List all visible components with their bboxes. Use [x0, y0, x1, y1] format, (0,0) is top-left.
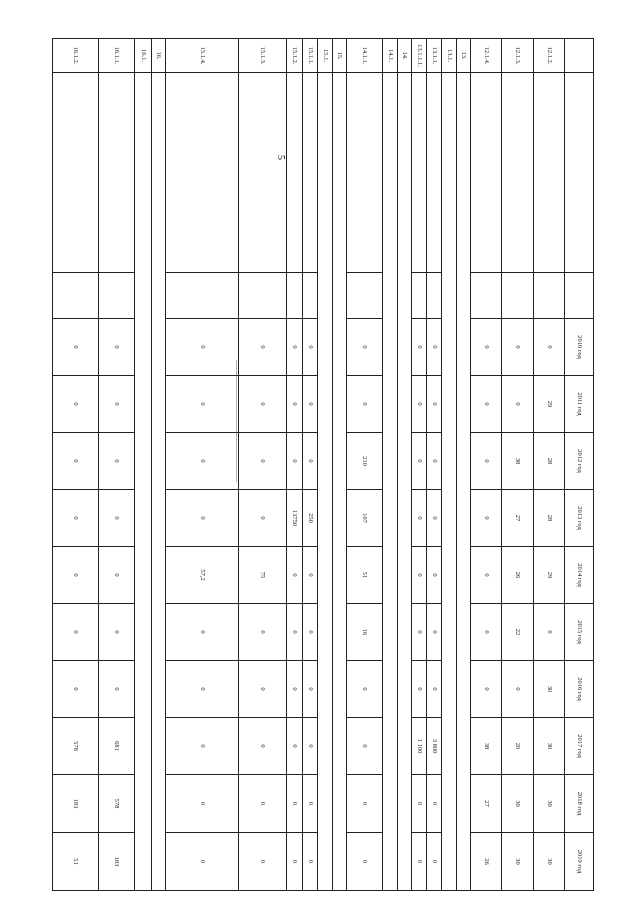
cell-value: 0 — [166, 718, 238, 775]
cell-value: 29 — [533, 547, 564, 604]
cell-value: 0 — [426, 775, 442, 833]
row-name — [98, 73, 134, 273]
cell-value: 0 — [302, 833, 318, 891]
row-name — [533, 73, 564, 273]
cell-value: 0 — [238, 661, 286, 718]
table-row — [383, 39, 397, 891]
cell-value: 0 — [471, 604, 502, 661]
cell-value: 0 — [53, 319, 99, 376]
cell-value: 30 — [502, 833, 533, 891]
year-2014-header: 2014 год — [565, 547, 594, 604]
table-row — [286, 39, 302, 891]
cell-value: 28 — [533, 433, 564, 490]
cell-value: 0 — [166, 376, 238, 433]
row-name — [471, 73, 502, 273]
header-unit — [565, 273, 594, 319]
table-row — [533, 39, 564, 891]
row-number: 13.1.1. — [426, 39, 442, 73]
row-unit — [347, 273, 383, 319]
row-number: 12.1.3. — [502, 39, 533, 73]
row-unit — [426, 273, 442, 319]
cell-value: 0 — [302, 376, 318, 433]
row-name — [238, 73, 286, 273]
header-name — [565, 73, 594, 273]
indicator-table — [52, 38, 594, 891]
cell-value: 0 — [426, 490, 442, 547]
row-number: 12.1.4. — [471, 39, 502, 73]
section-title — [442, 73, 456, 891]
cell-value: 0 — [166, 661, 238, 718]
cell-value: 0 — [238, 775, 286, 833]
cell-value: 27 — [502, 490, 533, 547]
section-title — [332, 73, 346, 891]
header-no — [565, 39, 594, 73]
row-number: 14.1. — [383, 39, 397, 73]
year-2011-header: 2011 год — [565, 376, 594, 433]
cell-value: 0 — [286, 604, 302, 661]
cell-value: 0 — [238, 490, 286, 547]
table-row — [397, 39, 411, 891]
year-2018-header: 2018 год — [565, 775, 594, 833]
year-2017-header: 2017 год — [565, 718, 594, 775]
cell-value: 210 — [347, 433, 383, 490]
row-unit — [533, 273, 564, 319]
cell-value: 0 — [238, 376, 286, 433]
row-name — [412, 73, 426, 273]
section-title — [318, 73, 332, 891]
table-row — [302, 39, 318, 891]
cell-value: 0 — [426, 547, 442, 604]
year-2013-header: 2013 год — [565, 490, 594, 547]
cell-value: 0 — [53, 547, 99, 604]
cell-value: 0 — [347, 718, 383, 775]
cell-value: 57,2 — [166, 547, 238, 604]
cell-value: 0 — [426, 319, 442, 376]
cell-value: 16 — [347, 604, 383, 661]
cell-value: 51 — [347, 547, 383, 604]
cell-value: 0 — [98, 376, 134, 433]
cell-value: 0 — [53, 433, 99, 490]
row-number: 15.1. — [318, 39, 332, 73]
cell-value: 75 — [238, 547, 286, 604]
row-number: 15. — [332, 39, 346, 73]
cell-value: 0 — [286, 376, 302, 433]
cell-value: 26 — [502, 547, 533, 604]
cell-value: 0 — [98, 490, 134, 547]
cell-value: 0 — [302, 661, 318, 718]
cell-value: 681 — [98, 718, 134, 775]
cell-value: 0 — [166, 833, 238, 891]
sheet — [52, 38, 594, 890]
cell-value: 0 — [98, 661, 134, 718]
table-row — [332, 39, 346, 891]
cell-value: 0 — [238, 718, 286, 775]
cell-value: 0 — [471, 661, 502, 718]
cell-value: 0 — [412, 376, 426, 433]
row-name — [286, 73, 302, 273]
cell-value: 0 — [98, 547, 134, 604]
cell-value: 0 — [286, 433, 302, 490]
cell-value: 0 — [502, 319, 533, 376]
page-number: 5 — [275, 155, 286, 160]
cell-value: 0 — [426, 433, 442, 490]
cell-value: 0 — [166, 433, 238, 490]
header-row-years — [565, 39, 594, 891]
cell-value: 0 — [533, 604, 564, 661]
row-number: 12.1.2. — [533, 39, 564, 73]
cell-value: 0 — [286, 718, 302, 775]
table-row — [53, 39, 99, 891]
row-number: 13.1.1.1. — [412, 39, 426, 73]
cell-value: 0 — [426, 833, 442, 891]
cell-value: 0 — [286, 775, 302, 833]
cell-value: 0 — [286, 833, 302, 891]
cell-value: 0 — [98, 433, 134, 490]
cell-value: 0 — [412, 775, 426, 833]
cell-value: 107 — [347, 490, 383, 547]
row-name — [426, 73, 442, 273]
cell-value: 0 — [53, 604, 99, 661]
cell-value: 0 — [347, 661, 383, 718]
row-unit — [502, 273, 533, 319]
cell-value: 0 — [286, 661, 302, 718]
cell-value: 0 — [286, 547, 302, 604]
cell-value: 38 — [502, 433, 533, 490]
table-row — [347, 39, 383, 891]
cell-value: 0 — [347, 319, 383, 376]
table-row — [426, 39, 442, 891]
row-unit — [471, 273, 502, 319]
section-title — [456, 73, 470, 891]
year-2016-header: 2016 год — [565, 661, 594, 718]
cell-value: 0 — [471, 319, 502, 376]
row-name — [347, 73, 383, 273]
cell-value: 0 — [302, 718, 318, 775]
cell-value: 0 — [502, 376, 533, 433]
row-unit — [412, 273, 426, 319]
table-row — [151, 39, 165, 891]
table-row — [456, 39, 470, 891]
section-title — [383, 73, 397, 891]
row-name — [53, 73, 99, 273]
cell-value: 29 — [533, 376, 564, 433]
cell-value: 0 — [238, 833, 286, 891]
cell-value: 0 — [238, 433, 286, 490]
cell-value: 0 — [98, 319, 134, 376]
cell-value: 30 — [502, 775, 533, 833]
row-number: 14. — [397, 39, 411, 73]
year-2012-header: 2012 год — [565, 433, 594, 490]
cell-value: 0 — [166, 775, 238, 833]
cell-value: 0 — [426, 376, 442, 433]
row-number: 16.1. — [135, 39, 152, 73]
cell-value: 0 — [471, 547, 502, 604]
cell-value: 0 — [53, 490, 99, 547]
cell-value: 0 — [98, 604, 134, 661]
cell-value: 0 — [412, 604, 426, 661]
table-row — [98, 39, 134, 891]
cell-value: 0 — [302, 547, 318, 604]
cell-value: 0 — [238, 319, 286, 376]
cell-value: 0 — [53, 376, 99, 433]
row-unit — [238, 273, 286, 319]
table-row — [502, 39, 533, 891]
row-unit — [98, 273, 134, 319]
cell-value: 0 — [471, 433, 502, 490]
cell-value: 0 — [412, 319, 426, 376]
row-number: 15.1.1. — [302, 39, 318, 73]
table-row — [318, 39, 332, 891]
section-title — [397, 73, 411, 891]
cell-value: 38 — [471, 718, 502, 775]
row-number: 16.1.1. — [98, 39, 134, 73]
cell-value: 28 — [533, 490, 564, 547]
cell-value: 20 — [502, 718, 533, 775]
table-body — [53, 39, 594, 891]
cell-value: 0 — [53, 661, 99, 718]
row-number: 16. — [151, 39, 165, 73]
row-unit — [286, 273, 302, 319]
row-name — [502, 73, 533, 273]
row-unit — [53, 273, 99, 319]
cell-value: 0 — [502, 661, 533, 718]
cell-value: 0 — [412, 547, 426, 604]
cell-value: 0 — [426, 604, 442, 661]
table-row — [442, 39, 456, 891]
row-number: 13. — [456, 39, 470, 73]
cell-value: 0 — [166, 490, 238, 547]
cell-value: 0 — [471, 376, 502, 433]
row-name — [302, 73, 318, 273]
cell-value: 0 — [533, 319, 564, 376]
cell-value: 51 — [53, 833, 99, 891]
cell-value: 30 — [533, 661, 564, 718]
row-number: 14.1.1. — [347, 39, 383, 73]
section-title — [151, 73, 165, 891]
section-title — [135, 73, 152, 891]
row-number: 16.1.2. — [53, 39, 99, 73]
year-2019-header: 2019 год — [565, 833, 594, 891]
year-2015-header: 2015 год — [565, 604, 594, 661]
cell-value: 13750 — [286, 490, 302, 547]
row-name — [166, 73, 238, 273]
cell-value: 0 — [347, 833, 383, 891]
cell-value: 0 — [166, 319, 238, 376]
table-row — [135, 39, 152, 891]
row-unit — [166, 273, 238, 319]
row-number: 15.1.4. — [166, 39, 238, 73]
cell-value: 183 — [53, 775, 99, 833]
cell-value: 0 — [166, 604, 238, 661]
cell-value: 0 — [412, 661, 426, 718]
table-row — [412, 39, 426, 891]
cell-value: 0 — [412, 833, 426, 891]
indicator-table-rotated — [52, 38, 594, 890]
cell-value: 0 — [286, 319, 302, 376]
cell-value: 3 800 — [426, 718, 442, 775]
table-row — [471, 39, 502, 891]
cell-value: 0 — [412, 433, 426, 490]
cell-value: 578 — [98, 775, 134, 833]
cell-value: 0 — [471, 490, 502, 547]
cell-value: 22 — [502, 604, 533, 661]
cell-value: 0 — [347, 376, 383, 433]
cell-value: 0 — [426, 661, 442, 718]
row-number: 15.1.3. — [238, 39, 286, 73]
cell-value: 0 — [302, 319, 318, 376]
cell-value: 26 — [471, 833, 502, 891]
row-number: 13.1. — [442, 39, 456, 73]
row-number: 15.1.2. — [286, 39, 302, 73]
table-row — [238, 39, 286, 891]
cell-value: 27 — [471, 775, 502, 833]
cell-value: 30 — [533, 775, 564, 833]
cell-value: 0 — [412, 490, 426, 547]
year-2010-header: 2010 год — [565, 319, 594, 376]
cell-value: 183 — [98, 833, 134, 891]
cell-value: 30 — [533, 833, 564, 891]
cell-value: 578 — [53, 718, 99, 775]
cell-value: 0 — [347, 775, 383, 833]
cell-value: 0 — [302, 775, 318, 833]
cell-value: 0 — [238, 604, 286, 661]
cell-value: 30 — [533, 718, 564, 775]
table-row — [166, 39, 238, 891]
cell-value: 1 100 — [412, 718, 426, 775]
row-unit — [302, 273, 318, 319]
cell-value: 250 — [302, 490, 318, 547]
cell-value: 0 — [302, 604, 318, 661]
cell-value: 0 — [302, 433, 318, 490]
